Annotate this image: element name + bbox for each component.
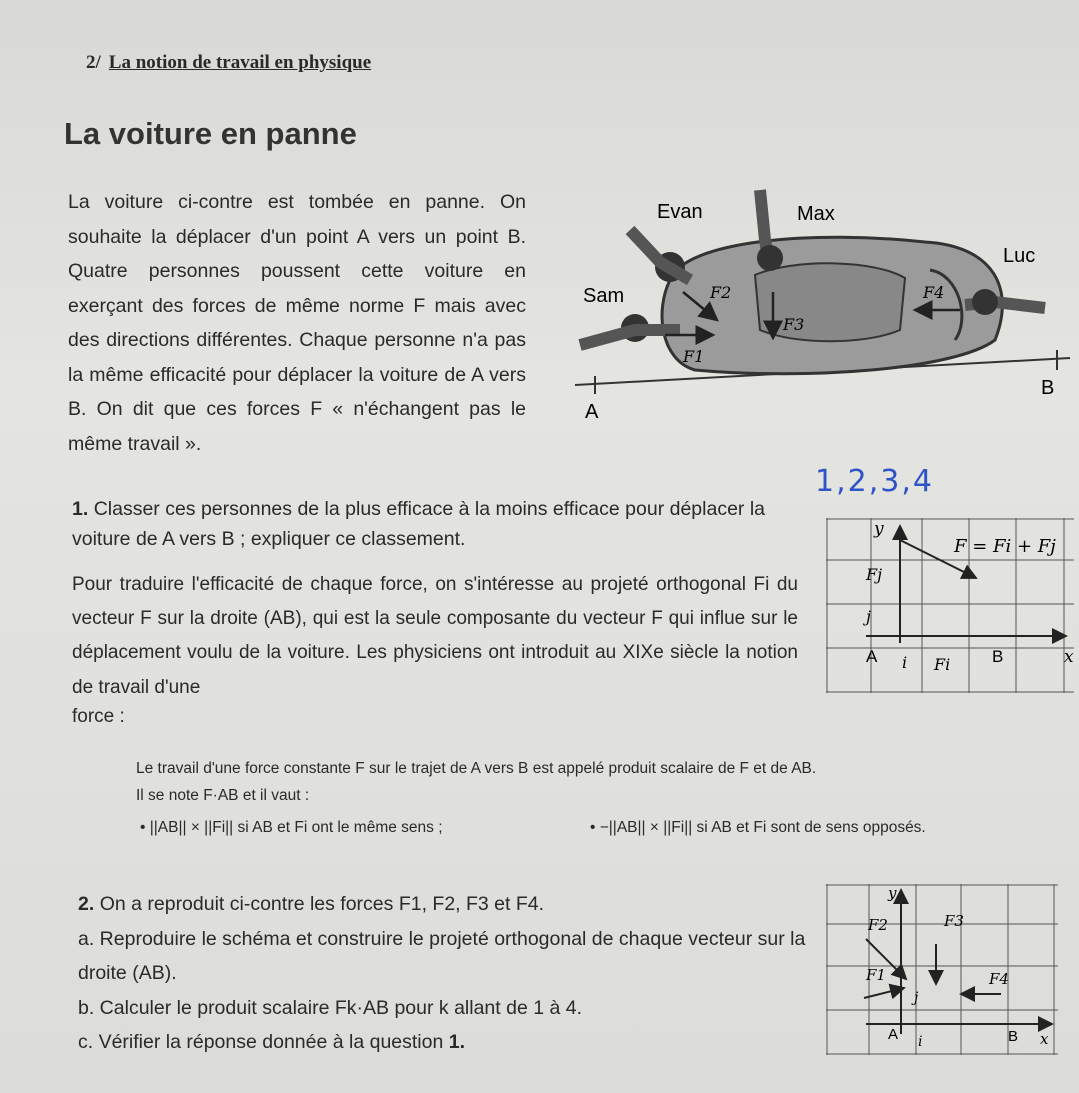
grid-decomposition (826, 518, 1076, 694)
page-title: La voiture en panne (64, 116, 357, 151)
label-evan: Evan (657, 201, 703, 223)
car-roof (755, 263, 905, 341)
label-f2: F2 (710, 283, 732, 302)
label-sam: Sam (583, 285, 625, 307)
question-1 (72, 494, 797, 554)
grid2-lines (826, 884, 1058, 1055)
grid1-i-label: i (902, 653, 908, 672)
luc-head (972, 289, 998, 315)
definition-line-2: Il se note F·AB et il vaut : (136, 787, 310, 804)
question-2-intro-text: On a reproduit ci-contre les forces F1, F2, F3 et F4. (99, 893, 545, 915)
grid2-i-label: i (918, 1034, 923, 1050)
label-f4: F4 (923, 283, 945, 302)
grid2-vector-f1 (864, 988, 904, 998)
question-2c (78, 1025, 808, 1060)
grid1-b-label: B (992, 647, 1004, 666)
label-f1: F1 (683, 347, 705, 366)
question-2 (78, 887, 808, 1060)
handwritten-answer: 1,2,3,4 (815, 464, 934, 499)
definition-box (136, 755, 816, 809)
grid1-fj-label: Fj (866, 565, 883, 584)
grid-forces (826, 884, 1061, 1056)
grid2-f3-label: F3 (944, 912, 964, 930)
grid2-a-label: A (888, 1026, 899, 1043)
question-2-number: 2. (78, 893, 95, 915)
car-figure (575, 180, 1075, 440)
force-label: force : (72, 706, 125, 727)
definition-bullet-opposite-direction: • −||AB|| × ||Fi|| si AB et Fi sont de sens opposés. (590, 819, 926, 836)
grid1-y-label: y (874, 519, 884, 539)
label-b: B (1041, 377, 1055, 399)
label-luc: Luc (1003, 245, 1036, 267)
label-f3: F3 (783, 315, 805, 334)
evan-head (757, 245, 783, 271)
question-2a: a. Reproduire le schéma et construire le projeté orthogonal de chaque vecteur sur la droite (AB). (78, 927, 806, 984)
question-1-number: 1. (72, 498, 89, 520)
grid1-j-label: j (866, 607, 871, 626)
grid2-b-label: B (1008, 1028, 1019, 1045)
question-2c-ref: 1. (448, 1031, 466, 1053)
section-number: 2/ (86, 52, 101, 73)
grid2-f1-label: F1 (866, 966, 886, 984)
section-title: La notion de travail en physique (108, 52, 372, 73)
intro-paragraph: La voiture ci-contre est tombée en panne. On souhaite la déplacer d'un point A vers un point B. Quatre personnes poussent cette voiture en exerçant des forces de même norme F mais avec des directions différentes. Chaque personne n'a pas la même efficacité pour déplacer la voiture de A vers B. On dit que ces forces F « n'échangent pas le même travail ». (68, 191, 526, 455)
grid2-x-label: x (1040, 1030, 1049, 1048)
label-a: A (585, 401, 599, 423)
grid1-a-label: A (866, 647, 878, 666)
question-2-intro (78, 887, 808, 922)
definition-bullet-same-direction: • ||AB|| × ||Fi|| si AB et Fi ont le même sens ; (140, 819, 443, 836)
grid2-y-label: y (888, 884, 897, 902)
question-1-text: Classer ces personnes de la plus efficace à la moins efficace pour déplacer la voiture de A vers B ; expliquer ce classement. (72, 498, 766, 550)
question-2b: b. Calculer le produit scalaire Fk·AB pour k allant de 1 à 4. (78, 996, 583, 1019)
question-2c-text: c. Vérifier la réponse donnée à la question (78, 1031, 449, 1053)
grid1-x-label: x (1064, 647, 1074, 667)
label-max: Max (797, 203, 835, 225)
grid2-j-label: j (914, 990, 919, 1006)
grid1-fi-label: Fi (934, 655, 951, 674)
grid1-formula: F = Fi + Fj (954, 536, 1056, 557)
grid2-f4-label: F4 (989, 970, 1009, 988)
grid2-f2-label: F2 (868, 916, 888, 934)
definition-line-1: Le travail d'une force constante F sur le trajet de A vers B est appelé produit scalaire de F et de AB. (136, 760, 817, 777)
projection-paragraph: Pour traduire l'efficacité de chaque force, on s'intéresse au projeté orthogonal Fi du vecteur F sur la droite (AB), qui est la seule composante du vecteur F qui influe sur le déplacement voulu de la voiture. Les physiciens ont introduit au XIXe siècle la notion de travail d'une (72, 574, 798, 698)
section-heading (86, 52, 371, 74)
